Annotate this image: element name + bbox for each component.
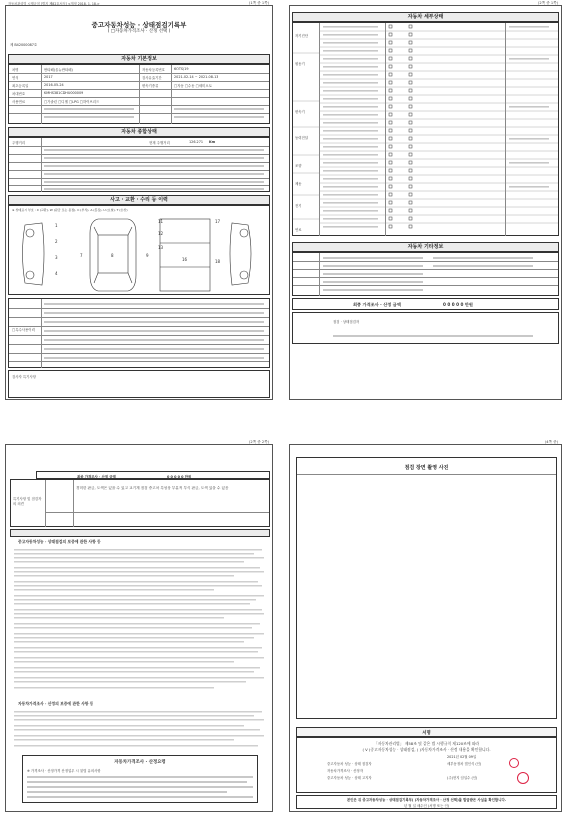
price-guide-title: 자동차가격조사 · 산정요령 <box>114 760 166 765</box>
final-price-value: 0 0 0 0 0 만원 <box>443 302 473 307</box>
sign-body <box>296 737 557 793</box>
receipt-box <box>296 795 557 809</box>
form-subtitle: ( □자동차가격조사 · 산정 선택 ) <box>107 29 171 34</box>
diagram-legend: ※ 상태표시 부호 : X (교환), W (판금 또는 용접), C (부식), A (흠집), U (요철), T (손상) <box>12 208 128 212</box>
group-steering: 조향 <box>295 164 302 168</box>
section-detail-status: 자동차 세부상태 <box>292 12 559 22</box>
page-2-detail-status <box>289 1 562 400</box>
diagram-number-18: 18 <box>215 259 221 264</box>
diagram-number-17: 17 <box>215 219 221 224</box>
form-title: 중고자동차성능 · 상태점검기록부 <box>91 21 187 29</box>
signature-box <box>292 312 559 344</box>
section-basic-info: 자동차 기본정보 <box>8 54 270 64</box>
diagram-number-11: 11 <box>158 219 164 224</box>
notice-title: 중고자동차성능 · 상태점검의 보증에 관한 사항 등 <box>18 539 101 544</box>
page-number: (2쪽 중 2쪽) <box>248 440 269 444</box>
sign-date: 2021년 02월 09일 <box>447 755 477 759</box>
diagram-number-4: 4 <box>55 271 58 276</box>
group-fuel: 연료 <box>295 228 302 232</box>
role-price-assessor: 자동차가격조사 · 산정자 <box>327 769 363 773</box>
group-drivetrain: 동력전달 <box>295 136 309 140</box>
diagram-number-13: 13 <box>158 245 164 250</box>
mileage-unit: Km <box>209 140 216 144</box>
opinion-text: 경미한 판금, 도색은 있을 수 있고 교기계 점검 중고차 특성상 부분적 부식 판금, 도색 있을 수 있음 <box>76 486 229 490</box>
price-header-row <box>36 471 270 479</box>
accident-repair-table <box>8 298 270 368</box>
other-info-table <box>292 252 559 296</box>
final-price-row <box>292 298 559 310</box>
group-selfdiag: 자기진단 <box>295 34 309 38</box>
page-4-photo-signature <box>289 440 562 812</box>
opinion-box <box>10 479 270 527</box>
notice-header-bar <box>10 529 270 537</box>
inspection-period: 2021-02-14 ~ 2021-08-13 <box>174 75 219 79</box>
notice-title-2: 자동차가격조사 · 산정의 보증에 관한 사항 등 <box>18 701 94 706</box>
diagram-number-1: 1 <box>55 223 58 228</box>
plate-number: 6OTS/19 <box>174 67 189 71</box>
section-overall-status: 자동차 종합상태 <box>8 127 270 137</box>
name-notifier: (주)현지 임일수 (인) <box>447 776 478 780</box>
page-number: (1쪽 중 1쪽) <box>248 1 269 5</box>
section-other-info: 자동차 기타정보 <box>292 242 559 252</box>
seal-stamp-1 <box>509 758 519 768</box>
section-accident-history: 사고 · 교환 · 수리 등 이력 <box>8 195 270 205</box>
diagram-number-7: 7 <box>80 253 83 258</box>
record-number: 제 B42000087호 <box>10 43 38 47</box>
diagram-number-3: 3 <box>55 255 58 260</box>
photo-title: 점검 장면 촬영 사진 <box>404 465 449 471</box>
name-inspector: 세부동정차 법인식 (인) <box>447 762 482 766</box>
role-notifier: 중고자동차 성능 · 상태 고지자 <box>327 776 372 780</box>
law-text: 「자동차관리법」 제58조 및 같은 법 시행규칙 제120조에 따라 <box>373 741 480 746</box>
detail-status-table <box>292 22 559 236</box>
transmission-type: □자동 □수동 □세미오토 <box>174 84 212 88</box>
page-number: (2쪽 중 1쪽) <box>537 1 558 5</box>
price-value: 0 0 0 0 0 만원 <box>167 475 192 479</box>
vin: KMHS381CDHU000009 <box>44 91 84 95</box>
final-price-label: 최종 가격조사 · 산정 금액 <box>353 302 401 307</box>
seal-stamp-2 <box>517 772 529 784</box>
form-corner-label: 자동차관리법 시행규칙 [별지 제82호서식] <개정 2018. 1. 18.> <box>8 2 100 6</box>
basic-info-table: 차명 싼타페(올뉴싼타페) 자동차등록번호 6OTS/19 연식 2017 검사유효기간 2021-02-14 ~ 2021-08-13 최초등록일 2016-05-24 변속기종류 □자동 □수동 □세미오토 차대번호 KMHS381CDHU000009 사용연료 □가솔린 □디젤 □LPG □하이브리드 <box>8 64 270 124</box>
role-inspector: 중고자동차 성능 · 상태 점검자 <box>327 762 372 766</box>
group-electric: 전기 <box>295 204 302 208</box>
page-number: (4쪽 중) <box>544 440 558 444</box>
special-history: □특수사용이력 <box>12 328 35 332</box>
group-transmission: 변속기 <box>295 110 305 114</box>
diagram-number-2: 2 <box>55 239 58 244</box>
group-brake: 제동 <box>295 182 302 186</box>
signature-note: 점검 · 상태점검자 <box>333 320 360 324</box>
mileage-value: 126.271 <box>189 140 204 144</box>
price-title: 최종 가격조사 · 산정 금액 <box>77 475 116 479</box>
page-3-notice <box>5 440 273 812</box>
photo-area <box>296 457 557 719</box>
price-guide-note: ※ 가격조사 · 산정가격 산정업무 시 불법 유의사항 <box>27 769 101 773</box>
car-outline-diagram <box>10 213 270 295</box>
sign-title: 서명 <box>422 731 431 736</box>
car-name: 싼타페(올뉴싼타페) <box>44 68 73 72</box>
law-text-2: ( V )중고자동차성능 · 상태점검, ( )자동차가격조사 · 산정 내용을 확인합니다. <box>362 747 491 752</box>
price-guide-box <box>22 755 258 803</box>
car-year: 2017 <box>44 75 53 79</box>
receipt-line: 년 월 일 매수인 (서명 또는 인) <box>403 804 450 808</box>
diagram-number-8: 8 <box>111 253 114 258</box>
notice-body-text <box>14 547 270 697</box>
diagram-number-12: 12 <box>158 231 164 236</box>
fuel-type: □가솔린 □디젤 □LPG □하이브리드 <box>44 100 100 104</box>
diagram-number-16: 16 <box>182 257 188 262</box>
page-1-record-form <box>5 1 273 400</box>
car-diagram-area <box>8 205 270 295</box>
inspector-notes-box <box>8 370 270 398</box>
bottom-text: 본인은 위 중고자동차성능 · 상태점검기록부( )자동차가격조사 · 산정 선택)를 발급받은 사실을 확인합니다. <box>346 798 507 802</box>
diagram-number-9: 9 <box>146 253 149 258</box>
overall-status-table: 주행거리 현재 주행거리 126.271 Km <box>8 137 270 192</box>
inspector-notes-label: 검사자 특기사항 <box>12 375 37 379</box>
opinion-label: 특기사항 및 점검자의 의견 <box>13 497 42 506</box>
notice-body-text-2 <box>14 709 270 749</box>
detail-rows-grid <box>293 23 558 235</box>
sign-header <box>296 727 557 737</box>
group-engine: 원동기 <box>295 62 305 66</box>
first-registration: 2016-05-24 <box>44 83 64 87</box>
